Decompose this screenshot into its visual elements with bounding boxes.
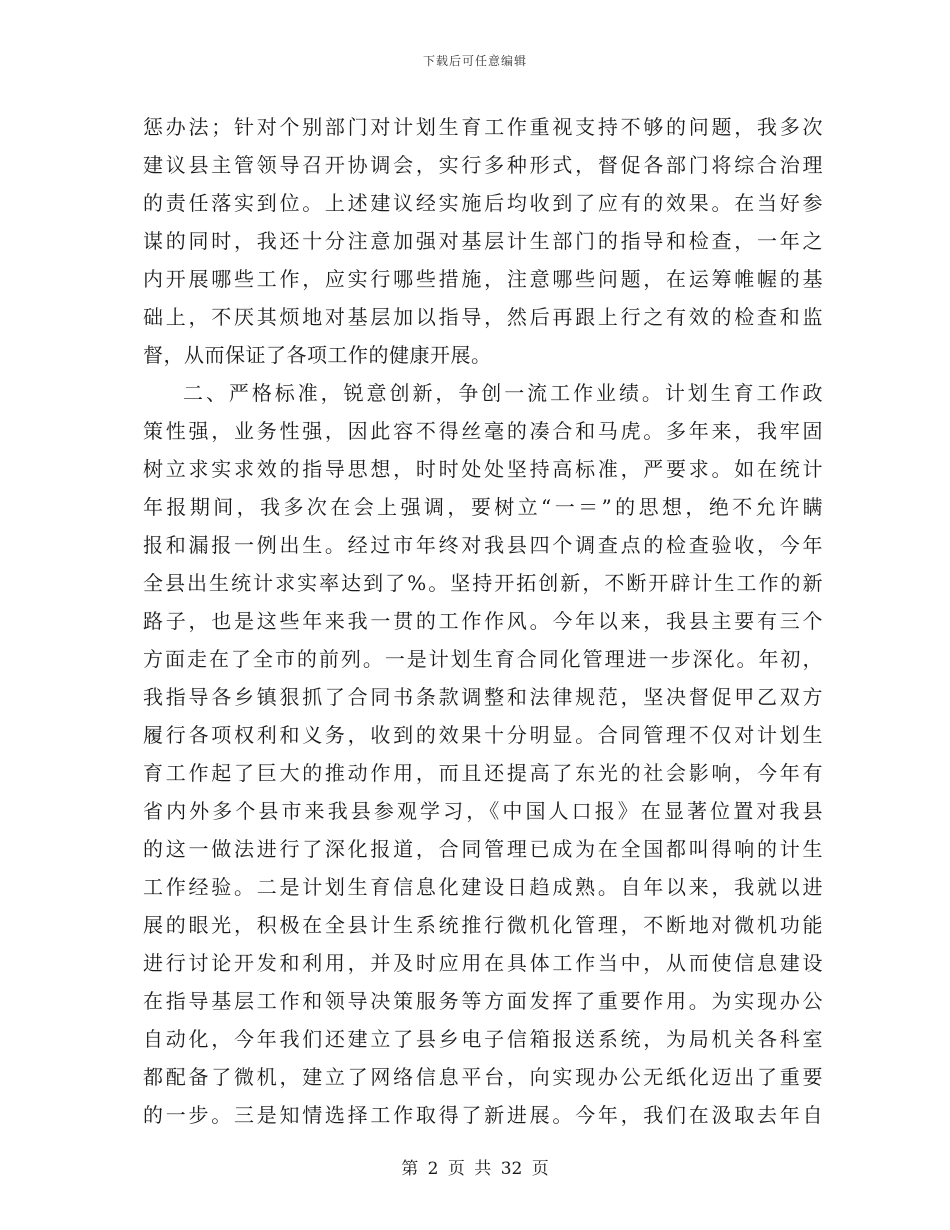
body-line: 树立求实求效的指导思想，时时处处坚持高标准，严要求。如在统计 bbox=[143, 457, 823, 481]
document-body bbox=[143, 108, 823, 1134]
body-line: 方面走在了全市的前列。一是计划生育合同化管理进一步深化。年初， bbox=[143, 647, 823, 671]
body-line: 的这一做法进行了深化报道，合同管理已成为在全国都叫得响的计生 bbox=[143, 837, 823, 861]
body-line: 展的眼光，积极在全县计生系统推行微机化管理，不断地对微机功能 bbox=[143, 913, 823, 937]
body-line: 的责任落实到位。上述建议经实施后均收到了应有的效果。在当好参 bbox=[143, 191, 823, 215]
body-line: 履行各项权利和义务，收到的效果十分明显。合同管理不仅对计划生 bbox=[143, 723, 823, 747]
body-line: 二、严格标准，锐意创新，争创一流工作业绩。计划生育工作政 bbox=[183, 381, 823, 405]
page-header: 下载后可任意编辑 bbox=[422, 54, 527, 68]
body-line: 育工作起了巨大的推动作用，而且还提高了东光的社会影响，今年有 bbox=[143, 761, 823, 785]
body-line: 自动化，今年我们还建立了县乡电子信箱报送系统，为局机关各科室 bbox=[143, 1027, 823, 1051]
body-line: 全县出生统计求实率达到了%。坚持开拓创新，不断开辟计生工作的新 bbox=[143, 571, 823, 595]
body-line: 进行讨论开发和利用，并及时应用在具体工作当中，从而使信息建设 bbox=[143, 951, 823, 975]
body-line: 年报期间，我多次在会上强调，要树立“一＝”的思想，绝不允许瞒 bbox=[143, 495, 823, 519]
body-line: 惩办法；针对个别部门对计划生育工作重视支持不够的问题，我多次 bbox=[143, 115, 823, 139]
page-number-footer: 第 2 页 共 32 页 bbox=[401, 1159, 549, 1179]
body-line: 策性强，业务性强，因此容不得丝毫的凑合和马虎。多年来，我牢固 bbox=[143, 419, 823, 443]
body-line: 都配备了微机，建立了网络信息平台，向实现办公无纸化迈出了重要 bbox=[143, 1065, 823, 1089]
body-line: 工作经验。二是计划生育信息化建设日趋成熟。自年以来，我就以进 bbox=[143, 875, 823, 899]
body-line: 报和漏报一例出生。经过市年终对我县四个调查点的检查验收，今年 bbox=[143, 533, 823, 557]
body-line: 的一步。三是知情选择工作取得了新进展。今年，我们在汲取去年自 bbox=[143, 1103, 823, 1127]
body-line: 在指导基层工作和领导决策服务等方面发挥了重要作用。为实现办公 bbox=[143, 989, 823, 1013]
body-line: 谋的同时，我还十分注意加强对基层计生部门的指导和检查，一年之 bbox=[143, 229, 823, 253]
body-line: 路子，也是这些年来我一贯的工作作风。今年以来，我县主要有三个 bbox=[143, 609, 823, 633]
body-line: 建议县主管领导召开协调会，实行多种形式，督促各部门将综合治理 bbox=[143, 153, 823, 177]
body-line: 督，从而保证了各项工作的健康开展。 bbox=[143, 343, 492, 367]
body-line: 内开展哪些工作，应实行哪些措施，注意哪些问题，在运筹帷幄的基 bbox=[143, 267, 823, 291]
body-line: 省内外多个县市来我县参观学习，《中国人口报》在显著位置对我县 bbox=[143, 799, 823, 823]
body-line: 础上，不厌其烦地对基层加以指导，然后再跟上行之有效的检查和监 bbox=[143, 305, 823, 329]
body-line: 我指导各乡镇狠抓了合同书条款调整和法律规范，坚决督促甲乙双方 bbox=[143, 685, 823, 709]
